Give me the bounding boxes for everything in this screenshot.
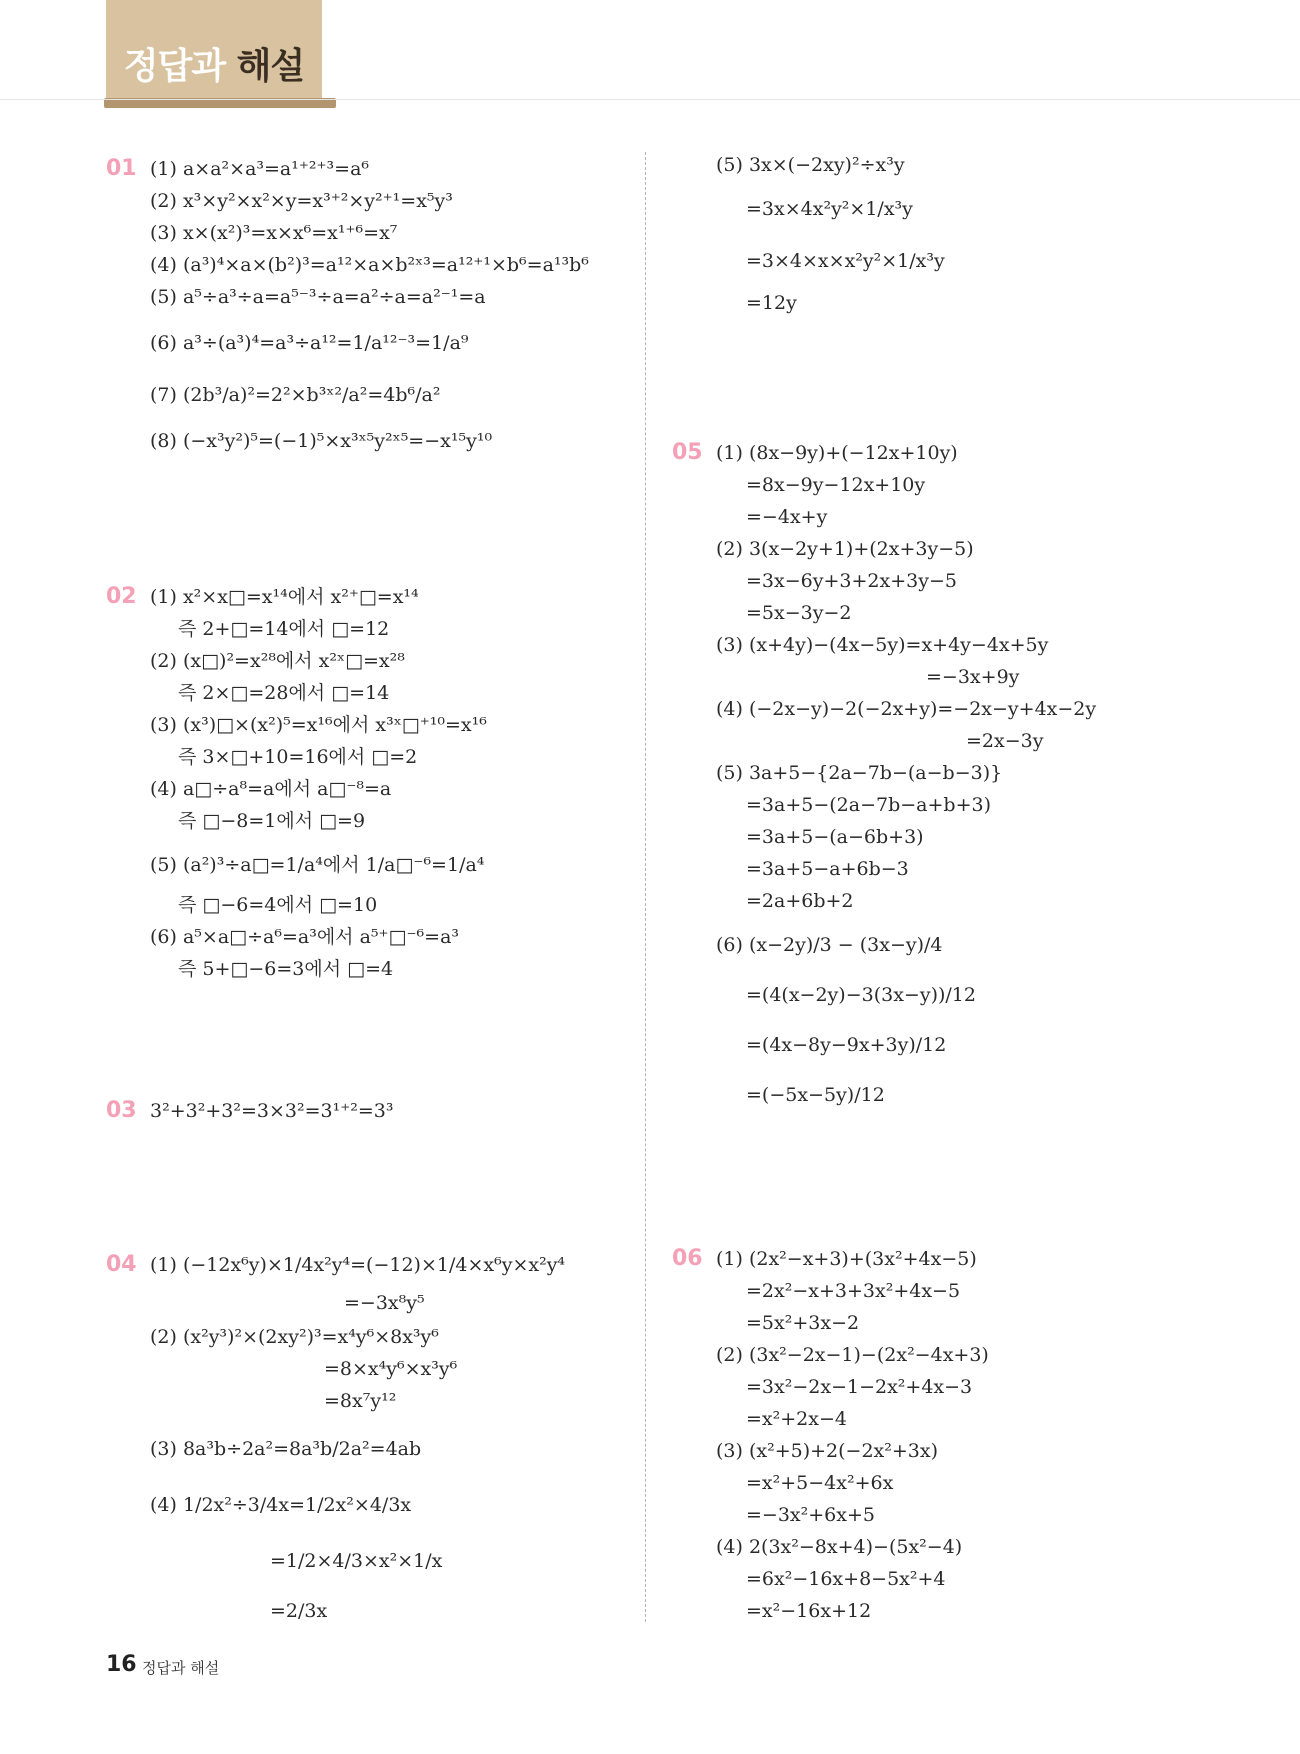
header-rule	[0, 99, 1300, 100]
solution-line: 즉 5+□−6=3에서 □=4	[178, 958, 394, 980]
solution-line: =(−5x−5y)/12	[746, 1084, 885, 1106]
page-number: 16	[106, 1652, 137, 1677]
solution-line: (1) a×a²×a³=a¹⁺²⁺³=a⁶	[150, 158, 370, 180]
solution-line: (2) (x□)²=x²⁸에서 x²ˣ□=x²⁸	[150, 650, 405, 672]
solution-line: (1) (−12x⁶y)×1/4x²y⁴=(−12)×1/4×x⁶y×x²y⁴	[150, 1254, 566, 1276]
problem-number: 02	[106, 584, 137, 609]
solution-line: =8x⁷y¹²	[324, 1390, 397, 1412]
solution-line: (5) (a²)³÷a□=1/a⁴에서 1/a□⁻⁶=1/a⁴	[150, 854, 485, 876]
problem-number: 01	[106, 156, 137, 181]
solution-line: (1) (2x²−x+3)+(3x²+4x−5)	[716, 1248, 977, 1270]
solution-line: (6) a⁵×a□÷a⁶=a³에서 a⁵⁺□⁻⁶=a³	[150, 926, 460, 948]
solution-line: (3) x×(x²)³=x×x⁶=x¹⁺⁶=x⁷	[150, 222, 398, 244]
solution-line: =3x²−2x−1−2x²+4x−3	[746, 1376, 973, 1398]
header-title-part-a: 정답과	[123, 46, 226, 87]
solution-line: =5x²+3x−2	[746, 1312, 860, 1334]
solution-line: (3) (x+4y)−(4x−5y)=x+4y−4x+5y	[716, 634, 1049, 656]
solution-line: =(4(x−2y)−3(3x−y))/12	[746, 984, 976, 1006]
solution-line: =−3x+9y	[926, 666, 1020, 688]
header-tab	[106, 0, 322, 100]
column-divider	[645, 152, 646, 1622]
solution-line: =1/2×4/3×x²×1/x	[270, 1550, 443, 1572]
solution-line: =8×x⁴y⁶×x³y⁶	[324, 1358, 458, 1380]
solution-line: (6) (x−2y)/3 − (3x−y)/4	[716, 934, 943, 956]
solution-line: (2) x³×y²×x²×y=x³⁺²×y²⁺¹=x⁵y³	[150, 190, 453, 212]
solution-line: (6) a³÷(a³)⁴=a³÷a¹²=1/a¹²⁻³=1/a⁹	[150, 332, 469, 354]
problem-number: 05	[672, 440, 703, 465]
solution-line: =2x−3y	[966, 730, 1044, 752]
solution-line: =x²+5−4x²+6x	[746, 1472, 894, 1494]
solution-line: 즉 □−8=1에서 □=9	[178, 810, 366, 832]
solution-line: (2) (x²y³)²×(2xy²)³=x⁴y⁶×8x³y⁶	[150, 1326, 439, 1348]
solution-line: (1) (8x−9y)+(−12x+10y)	[716, 442, 958, 464]
solution-line: =3a+5−(2a−7b−a+b+3)	[746, 794, 992, 816]
solution-line: (4) (−2x−y)−2(−2x+y)=−2x−y+4x−2y	[716, 698, 1097, 720]
problem-number: 06	[672, 1246, 703, 1271]
solution-line: 3²+3²+3²=3×3²=3¹⁺²=3³	[150, 1100, 394, 1122]
solution-line: (4) (a³)⁴×a×(b²)³=a¹²×a×b²ˣ³=a¹²⁺¹×b⁶=a¹³b⁶	[150, 254, 589, 276]
solution-line: =(4x−8y−9x+3y)/12	[746, 1034, 947, 1056]
solution-line: (4) a□÷a⁸=a에서 a□⁻⁸=a	[150, 778, 392, 800]
solution-line: (3) (x²+5)+2(−2x²+3x)	[716, 1440, 939, 1462]
solution-line: =3a+5−a+6b−3	[746, 858, 909, 880]
solution-line: =5x−3y−2	[746, 602, 852, 624]
solution-line: 즉 □−6=4에서 □=10	[178, 894, 378, 916]
solution-line: (5) 3x×(−2xy)²÷x³y	[716, 154, 905, 176]
solution-line: =6x²−16x+8−5x²+4	[746, 1568, 946, 1590]
solution-line: =3×4×x×x²y²×1/x³y	[746, 250, 945, 272]
problem-number: 03	[106, 1098, 137, 1123]
solution-line: =3a+5−(a−6b+3)	[746, 826, 924, 848]
solution-line: 즉 2×□=28에서 □=14	[178, 682, 390, 704]
solution-line: =−3x⁸y⁵	[344, 1292, 425, 1314]
solution-line: =8x−9y−12x+10y	[746, 474, 926, 496]
solution-line: =x²−16x+12	[746, 1600, 872, 1622]
solution-line: (5) a⁵÷a³÷a=a⁵⁻³÷a=a²÷a=a²⁻¹=a	[150, 286, 486, 308]
solution-line: =12y	[746, 292, 797, 314]
solution-line: =−3x²+6x+5	[746, 1504, 875, 1526]
solution-line: (4) 2(3x²−8x+4)−(5x²−4)	[716, 1536, 963, 1558]
solution-line: (1) x²×x□=x¹⁴에서 x²⁺□=x¹⁴	[150, 586, 419, 608]
solution-line: =3x−6y+3+2x+3y−5	[746, 570, 957, 592]
solution-line: (2) (3x²−2x−1)−(2x²−4x+3)	[716, 1344, 989, 1366]
solution-line: (8) (−x³y²)⁵=(−1)⁵×x³ˣ⁵y²ˣ⁵=−x¹⁵y¹⁰	[150, 430, 493, 452]
solution-line: =−4x+y	[746, 506, 828, 528]
header-title-part-b: 해설	[236, 46, 305, 87]
solution-line: =2a+6b+2	[746, 890, 854, 912]
solution-line: =3x×4x²y²×1/x³y	[746, 198, 913, 220]
solution-line: (3) (x³)□×(x²)⁵=x¹⁶에서 x³ˣ□⁺¹⁰=x¹⁶	[150, 714, 487, 736]
solution-line: =2/3x	[270, 1600, 328, 1622]
solution-line: (7) (2b³/a)²=2²×b³ˣ²/a²=4b⁶/a²	[150, 384, 441, 406]
problem-number: 04	[106, 1252, 137, 1277]
solution-line: (5) 3a+5−{2a−7b−(a−b−3)}	[716, 762, 1003, 784]
solution-line: 즉 2+□=14에서 □=12	[178, 618, 390, 640]
footer-label: 정답과 해설	[142, 1659, 220, 1677]
solution-line: (2) 3(x−2y+1)+(2x+3y−5)	[716, 538, 974, 560]
solution-line: =x²+2x−4	[746, 1408, 847, 1430]
solution-line: (3) 8a³b÷2a²=8a³b/2a²=4ab	[150, 1438, 422, 1460]
page-header-title	[106, 38, 322, 89]
solution-line: 즉 3×□+10=16에서 □=2	[178, 746, 418, 768]
solution-line: (4) 1/2x²÷3/4x=1/2x²×4/3x	[150, 1494, 412, 1516]
solution-line: =2x²−x+3+3x²+4x−5	[746, 1280, 961, 1302]
